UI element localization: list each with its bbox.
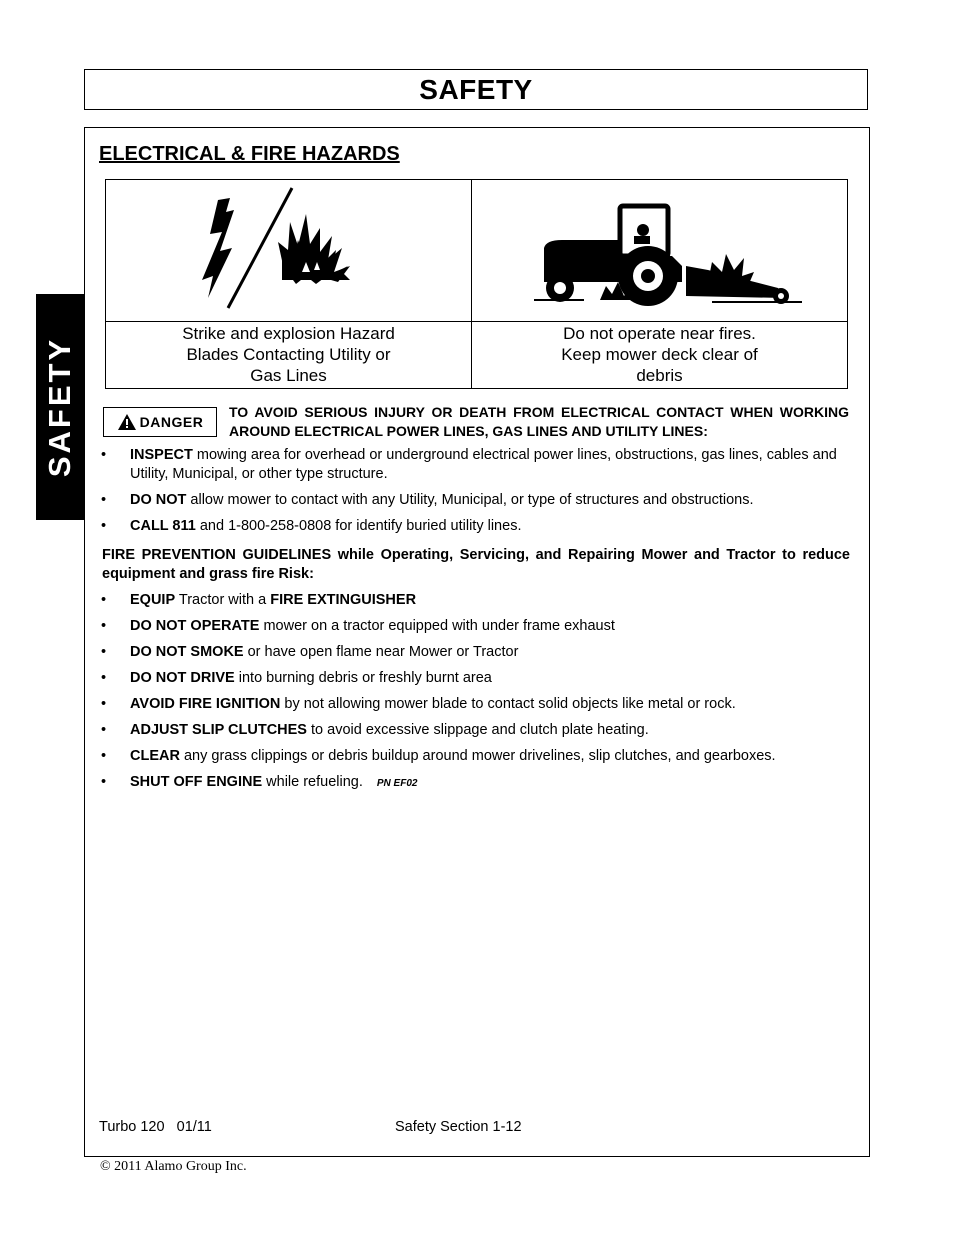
bullet-bold: CLEAR [130,748,180,764]
part-number-tag: PN EF02 [376,778,418,789]
fire-bullets [99,591,849,793]
bullet-dot: • [101,748,107,764]
bullet-dot: • [101,774,107,790]
footer-section: Safety Section 1-12 [395,1119,522,1135]
bullet-bold: CALL 811 [130,518,196,534]
caption-line: Keep mower deck clear of [561,345,758,364]
hazard-table [105,179,848,389]
footer-model-date: Turbo 120 01/11 [99,1119,212,1135]
fire-heading: FIRE PREVENTION GUIDELINES while Operating, Servicing, and Repairing Mower and Tractor to reduce equipment and grass fire Risk: [102,547,850,582]
danger-text: TO AVOID SERIOUS INJURY OR DEATH FROM ELECTRICAL CONTACT WHEN WORKING AROUND ELECTRICAL POWER LINES, GAS LINES AND UTILITY LINES: [229,404,849,439]
list-item [99,491,849,510]
list-item [99,446,849,484]
bullet-bold: DO NOT OPERATE [130,618,260,634]
list-item [99,517,849,536]
danger-label: DANGER [139,414,204,430]
bullet-text: while refueling. [262,774,363,790]
bullet-text: mower on a tractor equipped with under frame exhaust [259,618,615,634]
bullet-text: allow mower to contact with any Utility, Municipal, or type of structures and obstructions. [186,492,754,508]
list-item [99,773,849,793]
caption-line: Strike and explosion Hazard [182,324,395,343]
bullet-bold: SHUT OFF ENGINE [130,774,263,790]
bullet-text: or have open flame near Mower or Tractor [243,644,519,660]
header-box [84,69,868,110]
bullet-dot: • [101,618,107,634]
bullet-dot: • [101,696,107,712]
bullet-bold: DO NOT SMOKE [130,644,244,660]
copyright: © 2011 Alamo Group Inc. [100,1159,247,1174]
side-tab [36,294,84,520]
bullet-dot: • [101,670,107,686]
list-item [99,721,849,740]
list-item [99,747,849,766]
bullet-dot: • [101,592,107,608]
content-box [84,127,870,1157]
bullet-text: into burning debris or freshly burnt area [234,670,492,686]
caption-line: debris [636,366,683,385]
bullet-dot: • [101,492,107,508]
page-title: SAFETY [419,73,533,105]
bullet-dot: • [101,644,107,660]
bullet-text: Tractor with a [175,592,271,608]
bullet-bold-2: FIRE EXTINGUISHER [270,592,417,608]
caption-line: Blades Contacting Utility or [186,345,391,364]
hazard-image-right [472,180,847,322]
list-item [99,617,849,636]
side-tab-label: SAFETY [42,336,78,478]
bullet-text: and 1-800-258-0808 for identify buried utility lines. [195,518,522,534]
bullet-text: mowing area for overhead or underground electrical power lines, obstructions, gas lines, cables and Utility, Municipal, or other type structure. [130,447,837,482]
bullet-bold: ADJUST SLIP CLUTCHES [130,722,307,738]
bullet-dot: • [101,518,107,534]
lightning-explosion-icon [106,180,469,320]
bullet-text: any grass clippings or debris buildup around mower drivelines, slip clutches, and gearboxes. [179,748,776,764]
list-item [99,591,849,610]
bullet-bold: DO NOT DRIVE [130,670,235,686]
electrical-bullets [99,446,849,536]
bullet-text: by not allowing mower blade to contact solid objects like metal or rock. [280,696,736,712]
section-title: ELECTRICAL & FIRE HAZARDS [99,143,400,165]
danger-badge [103,407,217,437]
bullet-dot: • [101,447,107,463]
warning-triangle-icon [117,413,137,431]
list-item [99,669,849,688]
hazard-caption-left [106,322,472,388]
hazard-image-left [106,180,472,322]
bullet-text: to avoid excessive slippage and clutch plate heating. [306,722,649,738]
hazard-caption-right [472,322,847,388]
bullet-bold: DO NOT [130,492,187,508]
caption-line: Do not operate near fires. [563,324,756,343]
tractor-fire-icon [472,180,847,320]
list-item [99,643,849,662]
bullet-bold: INSPECT [130,447,193,463]
bullet-dot: • [101,722,107,738]
caption-line: Gas Lines [250,366,327,385]
bullet-bold: AVOID FIRE IGNITION [130,696,281,712]
list-item [99,695,849,714]
bullet-bold: EQUIP [130,592,176,608]
